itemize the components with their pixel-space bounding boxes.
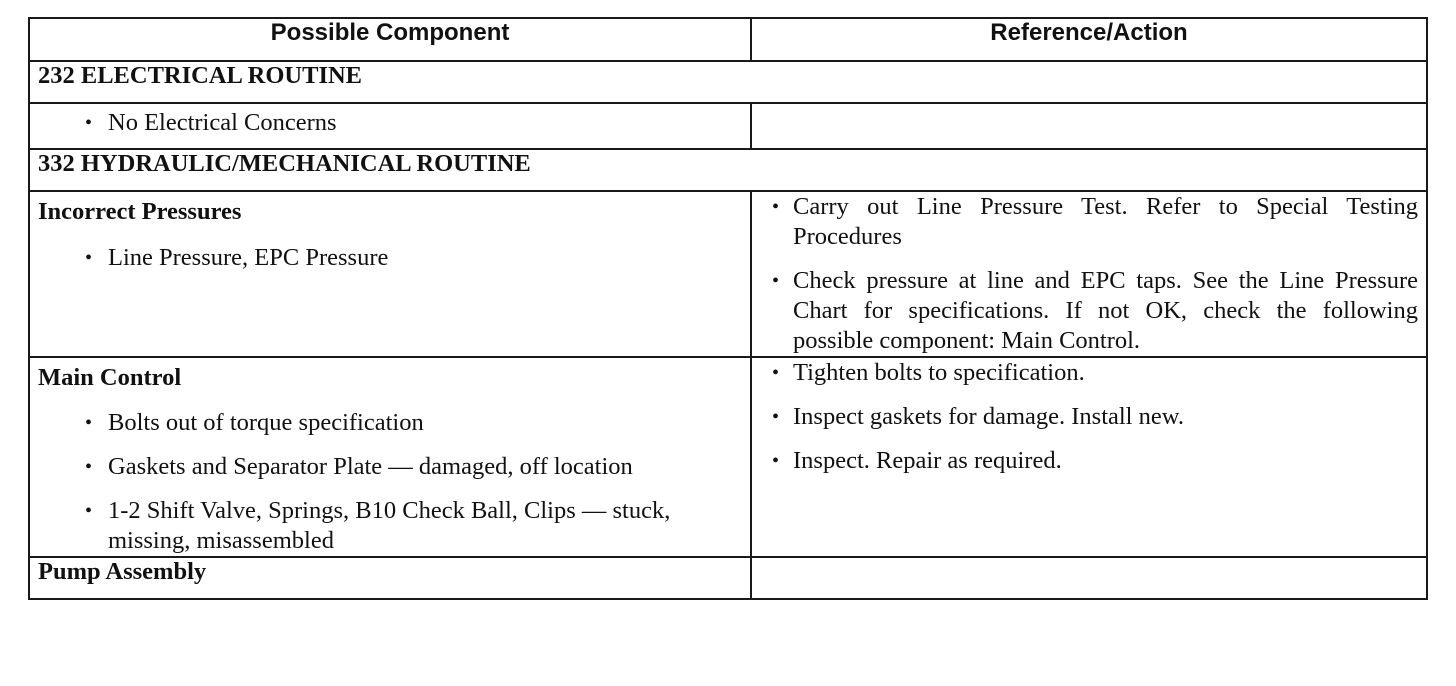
list-item: • Gaskets and Separator Plate — damaged, off location xyxy=(38,452,742,482)
action-cell xyxy=(751,191,1427,357)
group-title-pump-assembly: Pump Assembly xyxy=(29,557,751,599)
list-item: • Inspect gaskets for damage. Install new. xyxy=(760,402,1418,432)
diagnosis-table xyxy=(28,17,1428,600)
list-item: • Inspect. Repair as required. xyxy=(760,446,1418,476)
action-cell xyxy=(751,357,1427,557)
list-item: • Tighten bolts to specification. xyxy=(760,358,1418,388)
table-row xyxy=(29,357,1427,557)
list-item: • Bolts out of torque specification xyxy=(38,408,742,438)
component-cell xyxy=(29,103,751,149)
action-cell xyxy=(751,103,1427,149)
table-row xyxy=(29,191,1427,357)
group-title-main-control: Main Control xyxy=(38,364,182,391)
list-item: • No Electrical Concerns xyxy=(38,108,742,138)
list-item: • Line Pressure, EPC Pressure xyxy=(38,243,742,273)
table-row xyxy=(29,557,1427,599)
section-title-electrical: 232 ELECTRICAL ROUTINE xyxy=(29,61,1427,103)
list-item: • Check pressure at line and EPC taps. See the Line Pressure Chart for specifications. If not OK, check the following possible component: Main Control. xyxy=(760,266,1418,356)
section-row-hydraulic xyxy=(29,149,1427,191)
list-item: • Carry out Line Pressure Test. Refer to Special Testing Procedures xyxy=(760,192,1418,252)
component-cell xyxy=(29,357,751,557)
table-row xyxy=(29,103,1427,149)
group-title-incorrect-pressures: Incorrect Pressures xyxy=(38,198,242,225)
list-item: • 1-2 Shift Valve, Springs, B10 Check Ball, Clips — stuck, missing, misassembled xyxy=(38,496,742,556)
header-possible-component: Possible Component xyxy=(29,18,751,61)
header-reference-action: Reference/Action xyxy=(751,18,1427,61)
section-row-electrical xyxy=(29,61,1427,103)
component-cell xyxy=(29,191,751,357)
section-title-hydraulic: 332 HYDRAULIC/MECHANICAL ROUTINE xyxy=(29,149,1427,191)
action-cell xyxy=(751,557,1427,599)
header-row xyxy=(29,18,1427,61)
